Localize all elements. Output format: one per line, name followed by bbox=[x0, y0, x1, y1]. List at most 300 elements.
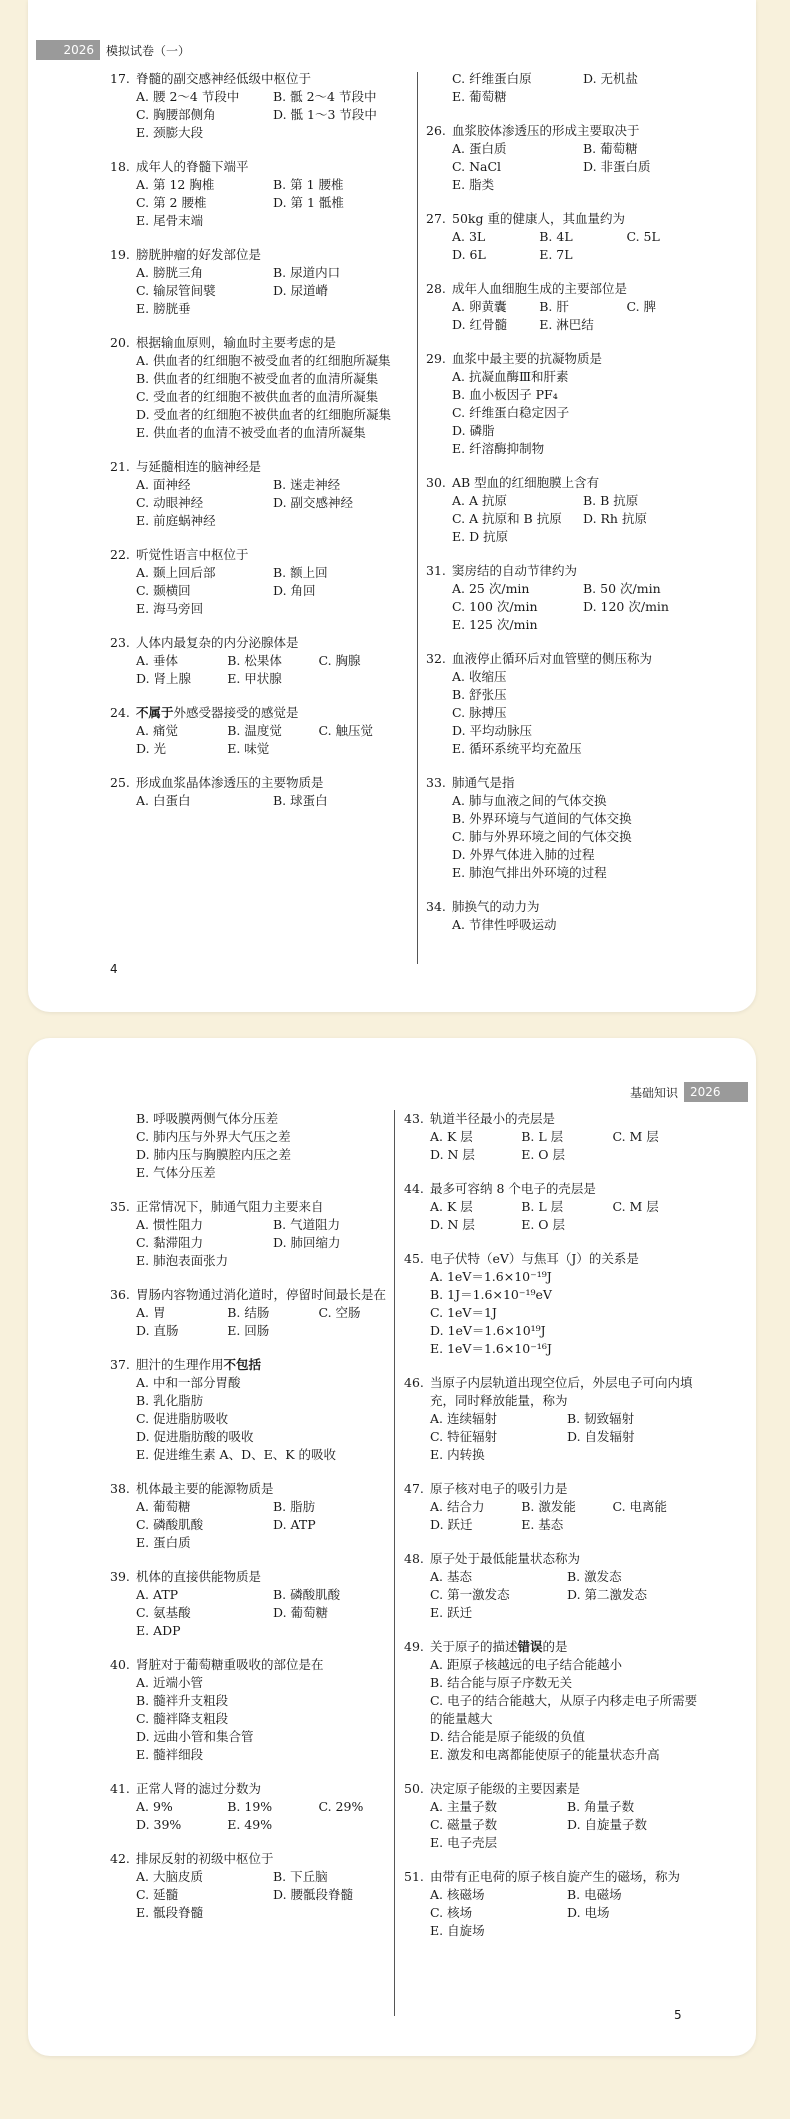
question-stem-row bbox=[110, 334, 410, 352]
question-number: 29. bbox=[426, 351, 446, 366]
stem-text: 肾脏对于葡萄糖重吸收的部位是在 bbox=[136, 1657, 324, 1672]
options-list bbox=[404, 1128, 704, 1164]
answer-option: A. 膀胱三角 bbox=[136, 265, 203, 280]
answer-option: B. 1J＝1.6×10⁻¹⁹eV bbox=[430, 1287, 552, 1302]
stem-text: 膀胱肿瘤的好发部位是 bbox=[136, 247, 262, 262]
question bbox=[110, 1110, 410, 1182]
answer-option: E. 纤溶酶抑制物 bbox=[452, 441, 545, 456]
answer-option: B. 电磁场 bbox=[567, 1887, 622, 1902]
stem-text: 外感受器接受的感觉是 bbox=[173, 705, 299, 720]
question-number: 51. bbox=[404, 1869, 424, 1884]
answer-option: E. 葡萄糖 bbox=[452, 89, 507, 104]
answer-option: A. A 抗原 bbox=[452, 493, 507, 508]
answer-option: D. 无机盐 bbox=[583, 71, 639, 86]
question-stem-row bbox=[404, 1638, 704, 1656]
answer-option: B. 温度觉 bbox=[227, 723, 282, 738]
question bbox=[404, 1250, 704, 1358]
question-number: 17. bbox=[110, 71, 130, 86]
answer-option: C. 脉搏压 bbox=[452, 705, 507, 720]
question-stem bbox=[136, 774, 410, 792]
stem-text: 听觉性语言中枢位于 bbox=[136, 547, 249, 562]
answer-option: B. 舒张压 bbox=[452, 687, 507, 702]
question-stem-row bbox=[110, 458, 410, 476]
answer-option: A. 核磁场 bbox=[430, 1887, 485, 1902]
header-year: 2026 bbox=[36, 40, 100, 60]
stem-text: 关于原子的描述 bbox=[430, 1639, 518, 1654]
page-header bbox=[36, 40, 190, 60]
answer-option: B. 结肠 bbox=[227, 1305, 270, 1320]
options-list bbox=[110, 88, 410, 142]
question bbox=[110, 1780, 410, 1834]
options-list bbox=[110, 1498, 410, 1552]
question-stem bbox=[430, 1868, 704, 1886]
options-list bbox=[110, 1674, 410, 1764]
question-stem bbox=[430, 1250, 704, 1268]
answer-option: B. 血小板因子 PF₄ bbox=[452, 387, 558, 402]
answer-option: B. 激发态 bbox=[567, 1569, 622, 1584]
answer-option: D. 副交感神经 bbox=[273, 495, 354, 510]
answer-option: D. 促进脂肪酸的吸收 bbox=[136, 1429, 254, 1444]
question-stem bbox=[430, 1550, 704, 1568]
question-number: 22. bbox=[110, 547, 130, 562]
question-stem bbox=[136, 1198, 410, 1216]
question-stem bbox=[452, 350, 714, 368]
stem-text: 血液停止循环后对血管壁的侧压称为 bbox=[452, 651, 653, 666]
answer-option: B. 髓袢升支粗段 bbox=[136, 1693, 229, 1708]
question-stem-row bbox=[426, 898, 714, 916]
question bbox=[110, 1656, 410, 1764]
answer-option: E. 1eV＝1.6×10⁻¹⁶J bbox=[430, 1341, 552, 1356]
options-list bbox=[426, 580, 714, 634]
question-stem bbox=[430, 1180, 704, 1198]
answer-option: E. 颈膨大段 bbox=[136, 125, 204, 140]
question-number: 20. bbox=[110, 335, 130, 350]
answer-option: A. 距原子核越远的电子结合能越小 bbox=[430, 1657, 622, 1672]
answer-option: A. 葡萄糖 bbox=[136, 1499, 191, 1514]
answer-option: C. 颞横回 bbox=[136, 583, 191, 598]
question bbox=[110, 1198, 410, 1270]
answer-option: A. 痛觉 bbox=[136, 723, 178, 738]
answer-option: B. 角量子数 bbox=[567, 1799, 635, 1814]
question bbox=[110, 1356, 410, 1464]
answer-option: C. 肺与外界环境之间的气体交换 bbox=[452, 829, 632, 844]
options-list bbox=[110, 1586, 410, 1640]
answer-option: A. 肺与血液之间的气体交换 bbox=[452, 793, 607, 808]
answer-option: C. 延髓 bbox=[136, 1887, 179, 1902]
question-stem bbox=[430, 1110, 704, 1128]
answer-option: C. 胸腰部侧角 bbox=[136, 107, 216, 122]
answer-option: B. 4L bbox=[539, 229, 573, 244]
question-number: 26. bbox=[426, 123, 446, 138]
answer-option: A. 25 次/min bbox=[452, 581, 530, 596]
question-number: 21. bbox=[110, 459, 130, 474]
left-column bbox=[110, 70, 410, 826]
question-stem bbox=[136, 1656, 410, 1674]
answer-option: A. 腰 2～4 节段中 bbox=[136, 89, 240, 104]
question-stem-row bbox=[110, 1356, 410, 1374]
answer-option: D. 第 1 骶椎 bbox=[273, 195, 344, 210]
question-stem-row bbox=[426, 280, 714, 298]
question bbox=[110, 634, 410, 688]
answer-option: E. 回肠 bbox=[227, 1323, 270, 1338]
answer-option: E. ADP bbox=[136, 1623, 181, 1638]
question bbox=[404, 1374, 704, 1464]
question-stem-row bbox=[110, 1198, 410, 1216]
page-number: 4 bbox=[110, 962, 118, 976]
question bbox=[110, 158, 410, 230]
answer-option: E. 淋巴结 bbox=[539, 317, 594, 332]
question bbox=[110, 704, 410, 758]
answer-option: A. 中和一部分胃酸 bbox=[136, 1375, 241, 1390]
stem-text: 形成血浆晶体渗透压的主要物质是 bbox=[136, 775, 324, 790]
question bbox=[110, 1286, 410, 1340]
question-number: 32. bbox=[426, 651, 446, 666]
question-number: 41. bbox=[110, 1781, 130, 1796]
options-list bbox=[426, 228, 714, 264]
answer-option: A. 蛋白质 bbox=[452, 141, 507, 156]
question-stem-row bbox=[404, 1868, 704, 1886]
stem-tail: 的是 bbox=[542, 1639, 568, 1654]
question-stem-row bbox=[404, 1374, 704, 1410]
options-list bbox=[404, 1798, 704, 1852]
answer-option: B. 球蛋白 bbox=[273, 793, 328, 808]
question bbox=[426, 70, 714, 106]
options-list bbox=[110, 652, 410, 688]
answer-option: C. 特征辐射 bbox=[430, 1429, 498, 1444]
question-stem-row bbox=[404, 1780, 704, 1798]
answer-option: E. 甲状腺 bbox=[227, 671, 282, 686]
question-number: 18. bbox=[110, 159, 130, 174]
options-list bbox=[110, 1110, 410, 1182]
question-stem-row bbox=[426, 562, 714, 580]
answer-option: D. 肾上腺 bbox=[136, 671, 192, 686]
answer-option: C. 氨基酸 bbox=[136, 1605, 191, 1620]
answer-option: E. 前庭蜗神经 bbox=[136, 513, 216, 528]
options-list bbox=[110, 1304, 410, 1340]
answer-option: A. 主量子数 bbox=[430, 1799, 497, 1814]
answer-option: C. 1eV＝1J bbox=[430, 1305, 497, 1320]
answer-option: B. 呼吸膜两侧气体分压差 bbox=[136, 1111, 279, 1126]
answer-option: A. 收缩压 bbox=[452, 669, 507, 684]
answer-option: A. K 层 bbox=[430, 1199, 473, 1214]
question-stem-row bbox=[110, 246, 410, 264]
answer-option: B. 激发能 bbox=[521, 1499, 576, 1514]
answer-option: C. 纤维蛋白原 bbox=[452, 71, 532, 86]
answer-option: B. 气道阻力 bbox=[273, 1217, 341, 1232]
answer-option: D. 6L bbox=[452, 247, 486, 262]
options-list bbox=[110, 176, 410, 230]
answer-option: B. 乳化脂肪 bbox=[136, 1393, 204, 1408]
options-list bbox=[426, 792, 714, 882]
answer-option: B. 韧致辐射 bbox=[567, 1411, 635, 1426]
question bbox=[426, 474, 714, 546]
answer-option: D. 角回 bbox=[273, 583, 316, 598]
answer-option: B. 葡萄糖 bbox=[583, 141, 638, 156]
answer-option: C. 促进脂肪吸收 bbox=[136, 1411, 229, 1426]
stem-text: 肺换气的动力为 bbox=[452, 899, 540, 914]
stem-text: 50kg 重的健康人，其血量约为 bbox=[452, 211, 625, 226]
answer-option: E. 肺泡表面张力 bbox=[136, 1253, 229, 1268]
question-stem-row bbox=[404, 1110, 704, 1128]
answer-option: B. 迷走神经 bbox=[273, 477, 341, 492]
question-stem-row bbox=[110, 1656, 410, 1674]
question-stem-row bbox=[110, 1780, 410, 1798]
answer-option: E. O 层 bbox=[521, 1147, 566, 1162]
question-number: 30. bbox=[426, 475, 446, 490]
stem-text: 正常人肾的滤过分数为 bbox=[136, 1781, 262, 1796]
answer-option: D. N 层 bbox=[430, 1217, 475, 1232]
column-divider bbox=[417, 72, 418, 964]
answer-option: D. 直肠 bbox=[136, 1323, 179, 1338]
answer-option: D. N 层 bbox=[430, 1147, 475, 1162]
question-stem-row bbox=[110, 70, 410, 88]
answer-option: A. 节律性呼吸运动 bbox=[452, 917, 557, 932]
answer-option: B. 供血者的红细胞不被受血者的血清所凝集 bbox=[136, 371, 379, 386]
question-stem bbox=[430, 1638, 704, 1656]
question bbox=[426, 774, 714, 882]
options-list bbox=[110, 792, 410, 810]
options-list bbox=[404, 1886, 704, 1940]
question-number: 27. bbox=[426, 211, 446, 226]
question-number: 34. bbox=[426, 899, 446, 914]
question-stem bbox=[452, 562, 714, 580]
answer-option: C. 黏滞阻力 bbox=[136, 1235, 204, 1250]
answer-option: E. 电子壳层 bbox=[430, 1835, 498, 1850]
options-list bbox=[110, 1798, 410, 1834]
answer-option: A. 1eV＝1.6×10⁻¹⁹J bbox=[430, 1269, 552, 1284]
answer-option: D. 远曲小管和集合管 bbox=[136, 1729, 254, 1744]
answer-option: E. 海马旁回 bbox=[136, 601, 204, 616]
options-list bbox=[426, 70, 714, 106]
answer-option: B. 19% bbox=[227, 1799, 273, 1814]
answer-option: E. 骶段脊髓 bbox=[136, 1905, 204, 1920]
answer-option: C. 受血者的红细胞不被供血者的血清所凝集 bbox=[136, 389, 379, 404]
question bbox=[426, 650, 714, 758]
answer-option: B. 骶 2～4 节段中 bbox=[273, 89, 377, 104]
question-stem bbox=[136, 1356, 410, 1374]
question-stem-row bbox=[110, 1568, 410, 1586]
stem-text: 脊髓的副交感神经低级中枢位于 bbox=[136, 71, 312, 86]
options-list bbox=[110, 1374, 410, 1464]
question-stem bbox=[430, 1780, 704, 1798]
answer-option: E. 膀胱垂 bbox=[136, 301, 191, 316]
question-number: 43. bbox=[404, 1111, 424, 1126]
answer-option: A. 胃 bbox=[136, 1305, 166, 1320]
answer-option: A. 近端小管 bbox=[136, 1675, 203, 1690]
question bbox=[110, 458, 410, 530]
answer-option: E. 激发和电离都能使原子的能量状态升高 bbox=[430, 1747, 660, 1762]
options-list bbox=[426, 916, 714, 934]
options-list bbox=[404, 1198, 704, 1234]
header-title: 基础知识 bbox=[629, 1085, 678, 1100]
question-number: 47. bbox=[404, 1481, 424, 1496]
answer-option: C. M 层 bbox=[612, 1199, 659, 1214]
question-stem-row bbox=[110, 1480, 410, 1498]
answer-option: A. 抗凝血酶Ⅲ和肝素 bbox=[452, 369, 569, 384]
question-number: 42. bbox=[110, 1851, 130, 1866]
answer-option: C. 动眼神经 bbox=[136, 495, 204, 510]
stem-text: 成年人血细胞生成的主要部位是 bbox=[452, 281, 628, 296]
answer-option: D. ATP bbox=[273, 1517, 316, 1532]
question-number: 46. bbox=[404, 1375, 424, 1390]
options-list bbox=[404, 1268, 704, 1358]
answer-option: D. 结合能是原子能级的负值 bbox=[430, 1729, 586, 1744]
stem-text: 人体内最复杂的内分泌腺体是 bbox=[136, 635, 299, 650]
answer-option: D. 磷脂 bbox=[452, 423, 495, 438]
question-stem-row bbox=[404, 1180, 704, 1198]
stem-text: 正常情况下，肺通气阻力主要来自 bbox=[136, 1199, 324, 1214]
question-stem-row bbox=[110, 1850, 410, 1868]
question-stem bbox=[136, 246, 410, 264]
question-stem-row bbox=[404, 1480, 704, 1498]
question-stem-row bbox=[426, 122, 714, 140]
question-stem-row bbox=[426, 210, 714, 228]
question bbox=[110, 246, 410, 318]
answer-option: C. 空肠 bbox=[318, 1305, 361, 1320]
question-number: 44. bbox=[404, 1181, 424, 1196]
stem-text: 决定原子能级的主要因素是 bbox=[430, 1781, 581, 1796]
answer-option: A. 连续辐射 bbox=[430, 1411, 497, 1426]
answer-option: E. 125 次/min bbox=[452, 617, 538, 632]
question-stem bbox=[430, 1480, 704, 1498]
answer-option: B. 额上回 bbox=[273, 565, 328, 580]
answer-option: D. 自发辐射 bbox=[567, 1429, 635, 1444]
question bbox=[404, 1638, 704, 1764]
stem-text: 原子核对电子的吸引力是 bbox=[430, 1481, 568, 1496]
answer-option: D. 自旋量子数 bbox=[567, 1817, 648, 1832]
stem-text: 轨道半径最小的壳层是 bbox=[430, 1111, 556, 1126]
options-list bbox=[426, 298, 714, 334]
question-stem bbox=[136, 458, 410, 476]
question bbox=[404, 1550, 704, 1622]
answer-option: B. 50 次/min bbox=[583, 581, 661, 596]
question bbox=[426, 898, 714, 934]
stem-emphasis: 不属于 bbox=[136, 705, 174, 720]
answer-option: B. 第 1 腰椎 bbox=[273, 177, 344, 192]
stem-text: 窦房结的自动节律约为 bbox=[452, 563, 578, 578]
question-number: 38. bbox=[110, 1481, 130, 1496]
question-stem bbox=[136, 1780, 410, 1798]
stem-text: 机体的直接供能物质是 bbox=[136, 1569, 262, 1584]
question-number: 19. bbox=[110, 247, 130, 262]
options-list bbox=[404, 1498, 704, 1534]
answer-option: E. 基态 bbox=[521, 1517, 564, 1532]
answer-option: D. 电场 bbox=[567, 1905, 610, 1920]
answer-option: E. 自旋场 bbox=[430, 1923, 485, 1938]
question-stem-row bbox=[426, 474, 714, 492]
stem-text: 血浆胶体渗透压的形成主要取决于 bbox=[452, 123, 640, 138]
question-stem bbox=[136, 70, 410, 88]
options-list bbox=[426, 140, 714, 194]
answer-option: C. 磷酸肌酸 bbox=[136, 1517, 204, 1532]
question-stem bbox=[136, 634, 410, 652]
answer-option: A. 面神经 bbox=[136, 477, 191, 492]
answer-option: D. 平均动脉压 bbox=[452, 723, 533, 738]
answer-option: A. 颞上回后部 bbox=[136, 565, 216, 580]
answer-option: E. 肺泡气排出外环境的过程 bbox=[452, 865, 607, 880]
question-stem-row bbox=[404, 1250, 704, 1268]
answer-option: C. 第 2 腰椎 bbox=[136, 195, 207, 210]
answer-option: A. K 层 bbox=[430, 1129, 473, 1144]
question-stem bbox=[452, 650, 714, 668]
question-number: 28. bbox=[426, 281, 446, 296]
question bbox=[110, 334, 410, 442]
answer-option: A. 供血者的红细胞不被受血者的红细胞所凝集 bbox=[136, 353, 391, 368]
answer-option: D. 腰骶段脊髓 bbox=[273, 1887, 354, 1902]
answer-option: D. 120 次/min bbox=[583, 599, 669, 614]
question-stem-row bbox=[110, 1286, 410, 1304]
answer-option: B. L 层 bbox=[521, 1129, 564, 1144]
answer-option: C. 触压觉 bbox=[318, 723, 374, 738]
answer-option: C. 第一激发态 bbox=[430, 1587, 510, 1602]
column-divider bbox=[394, 1110, 395, 2016]
options-list bbox=[110, 722, 410, 758]
stem-text: AB 型血的红细胞膜上含有 bbox=[452, 475, 600, 490]
question-number: 36. bbox=[110, 1287, 130, 1302]
answer-option: D. 第二激发态 bbox=[567, 1587, 648, 1602]
stem-text: 胃肠内容物通过消化道时，停留时间最长是在 bbox=[136, 1287, 387, 1302]
question bbox=[110, 1480, 410, 1552]
question-stem-row bbox=[110, 634, 410, 652]
answer-option: D. 骶 1～3 节段中 bbox=[273, 107, 377, 122]
question-stem bbox=[136, 1850, 410, 1868]
answer-option: E. 7L bbox=[539, 247, 573, 262]
question-stem bbox=[452, 774, 714, 792]
stem-text: 由带有正电荷的原子核自旋产生的磁场，称为 bbox=[430, 1869, 681, 1884]
answer-option: C. NaCl bbox=[452, 159, 502, 174]
answer-option: B. 尿道内口 bbox=[273, 265, 341, 280]
options-list bbox=[426, 492, 714, 546]
answer-option: C. A 抗原和 B 抗原 bbox=[452, 511, 562, 526]
stem-text: 最多可容纳 8 个电子的壳层是 bbox=[430, 1181, 596, 1196]
question-stem bbox=[452, 474, 714, 492]
answer-option: D. 红骨髓 bbox=[452, 317, 508, 332]
answer-option: B. 外界环境与气道间的气体交换 bbox=[452, 811, 632, 826]
answer-option: D. 1eV＝1.6×10¹⁹J bbox=[430, 1323, 546, 1338]
question-stem-row bbox=[110, 774, 410, 792]
stem-text: 肺通气是指 bbox=[452, 775, 515, 790]
header-year: 2026 bbox=[684, 1082, 748, 1102]
answer-option: A. 第 12 胸椎 bbox=[136, 177, 215, 192]
question-stem bbox=[136, 334, 410, 352]
answer-option: E. 促进维生素 A、D、E、K 的吸收 bbox=[136, 1447, 337, 1462]
question-stem bbox=[452, 898, 714, 916]
question-number: 37. bbox=[110, 1357, 130, 1372]
question-stem-row bbox=[426, 650, 714, 668]
answer-option: C. 脾 bbox=[626, 299, 657, 314]
answer-option: A. 白蛋白 bbox=[136, 793, 191, 808]
answer-option: D. Rh 抗原 bbox=[583, 511, 647, 526]
options-list bbox=[426, 368, 714, 458]
answer-option: A. 垂体 bbox=[136, 653, 178, 668]
answer-option: B. 磷酸肌酸 bbox=[273, 1587, 341, 1602]
question bbox=[110, 1568, 410, 1640]
question bbox=[110, 774, 410, 810]
options-list bbox=[110, 352, 410, 442]
stem-text: 当原子内层轨道出现空位后，外层电子可向内填充，同时释放能量，称为 bbox=[430, 1375, 693, 1408]
question-stem bbox=[430, 1374, 704, 1410]
stem-text: 成年人的脊髓下端平 bbox=[136, 159, 249, 174]
answer-option: E. 髓袢细段 bbox=[136, 1747, 204, 1762]
answer-option: E. 尾骨末端 bbox=[136, 213, 204, 228]
question-number: 39. bbox=[110, 1569, 130, 1584]
question-stem-row bbox=[404, 1550, 704, 1568]
answer-option: D. 光 bbox=[136, 741, 167, 756]
question-number: 23. bbox=[110, 635, 130, 650]
answer-option: C. 100 次/min bbox=[452, 599, 538, 614]
answer-option: C. 输尿管间襞 bbox=[136, 283, 216, 298]
answer-option: B. 肝 bbox=[539, 299, 569, 314]
